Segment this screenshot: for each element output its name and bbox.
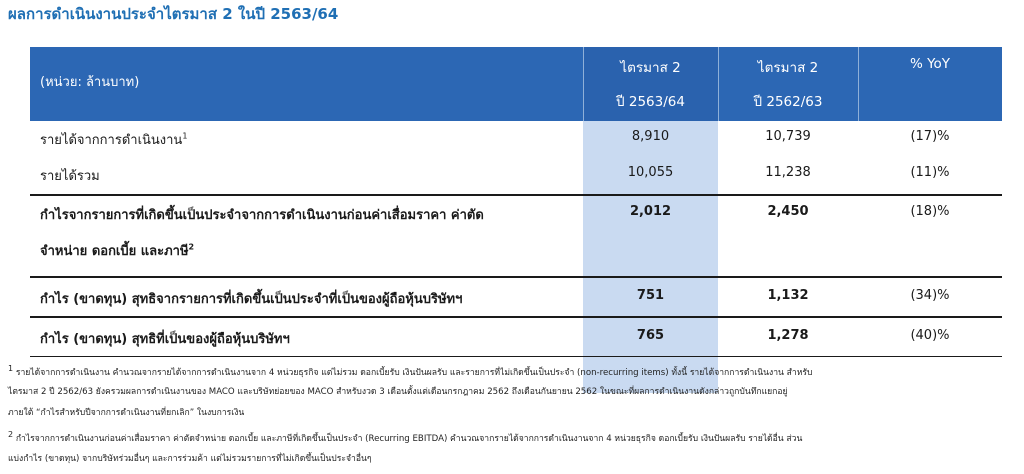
table-bottom-border <box>30 356 1002 357</box>
row-label-text: รายได้จากการดำเนินงาน <box>40 133 183 148</box>
cell-q2-2563: 765 <box>636 328 665 343</box>
cell-q2-2563: 751 <box>636 288 665 303</box>
cell-yoy: (11)% <box>910 165 950 180</box>
footnote-1-line-1 <box>8 364 812 379</box>
footnote-1-line-2: ไตรมาส 2 ปี 2562/63 ยังครวมผลการดำเนินงานของ MACO และบริษัทย่อยของ MACO สำหรับงวด 3 เดือนตั้งแต่เดือนกรกฎาคม 2562 ถึงเดือนกันยายน 2562 ในขณะที่ผลการดำเนินงานดังกล่าวถูกบันทึกแยกอยู่ <box>8 387 788 397</box>
table-header <box>30 47 1002 121</box>
table-row <box>30 155 1002 193</box>
cell-q2-2562: 2,450 <box>767 204 809 219</box>
header-col3: % YoY <box>909 56 951 72</box>
cell-yoy: (40)% <box>910 328 950 343</box>
page-title: ผลการดำเนินงานประจำไตรมาส 2 ในปี 2563/64 <box>8 5 339 23</box>
footnote-mark: 1 <box>8 364 14 373</box>
header-divider <box>858 47 859 121</box>
table-row <box>30 196 1002 276</box>
cell-yoy: (17)% <box>910 129 950 144</box>
row-label: รายได้รวม <box>40 169 100 184</box>
row-label: กำไร (ขาดทุน) สุทธิจากรายการที่เกิดขึ้นเป็นประจำที่เป็นของผู้ถือหุ้นบริษัทฯ <box>40 292 463 307</box>
footnote-2-line-2: แบ่งกำไร (ขาดทุน) จากบริษัทร่วมอื่นๆ และการร่วมค้า แต่ไม่รวมรายการที่ไม่เกิดขึ้นเป็นประจำอื่นๆ <box>8 454 372 464</box>
header-col2-line1: ไตรมาส 2 <box>757 60 819 76</box>
cell-q2-2563: 10,055 <box>627 165 674 180</box>
header-col2-line2: ปี 2562/63 <box>753 94 823 110</box>
footnote-text: กำไรจากการดำเนินงานก่อนค่าเสื่อมราคา ค่าตัดจำหน่าย ดอกเบี้ย และภาษีที่เกิดขึ้นเป็นประจำ (Recurring EBITDA) คำนวณจากรายได้จากการดำเนินงานจาก 4 หน่วยธุรกิจ ดอกเบี้ยรับ เงินปันผลรับ รายได้อื่น ส่วน <box>15 433 803 444</box>
cell-q2-2562: 1,278 <box>767 328 809 343</box>
cell-q2-2562: 1,132 <box>767 288 809 303</box>
table-row <box>30 318 1002 356</box>
header-divider <box>583 47 584 121</box>
cell-yoy: (18)% <box>910 204 950 219</box>
cell-q2-2563: 2,012 <box>629 204 672 219</box>
header-col-q2-2562 <box>718 47 858 121</box>
footnote-ref: 2 <box>188 242 195 252</box>
table-row <box>30 278 1002 316</box>
table-row <box>30 121 1002 155</box>
footnote-ref: 1 <box>182 131 188 141</box>
header-col1-line1: ไตรมาส 2 <box>620 60 681 76</box>
footnote-2-line-1 <box>8 430 802 445</box>
cell-q2-2562: 10,739 <box>765 129 811 144</box>
row-label: กำไร (ขาดทุน) สุทธิที่เป็นของผู้ถือหุ้นบริษัทฯ <box>40 332 290 347</box>
header-divider <box>718 47 719 121</box>
results-table <box>30 47 1002 347</box>
footnote-1-line-3: ภายใต้ “กำไรสำหรับปีจากการดำเนินงานที่ยกเลิก” ในงบการเงิน <box>8 408 245 418</box>
footnote-text: รายได้จากการดำเนินงาน คำนวณจากรายได้จากการดำเนินงานจาก 4 หน่วยธุรกิจ แต่ไม่รวม ดอกเบี้ยรับ เงินปันผลรับ และรายการที่ไม่เกิดขึ้นเป็นประจำ (non-recurring items) ทั้งนี้ รายได้จากการดำเนินงาน สำหรับ <box>15 367 813 378</box>
row-label: กำไรจากรายการที่เกิดขึ้นเป็นประจำจากการดำเนินงานก่อนค่าเสื่อมราคา ค่าตัด <box>40 208 484 223</box>
header-col-q2-2563 <box>583 47 718 121</box>
row-label <box>40 129 187 150</box>
cell-yoy: (34)% <box>910 288 950 303</box>
cell-q2-2563: 8,910 <box>631 129 670 144</box>
header-col1-line2: ปี 2563/64 <box>616 94 685 110</box>
cell-q2-2562: 11,238 <box>765 165 811 180</box>
row-label-text: จำหน่าย ดอกเบี้ย และภาษี <box>40 244 189 259</box>
header-col-yoy <box>858 47 1002 121</box>
footnote-mark: 2 <box>8 430 14 439</box>
unit-label: (หน่วย: ล้านบาท) <box>40 75 140 90</box>
row-label-continued <box>40 240 194 261</box>
